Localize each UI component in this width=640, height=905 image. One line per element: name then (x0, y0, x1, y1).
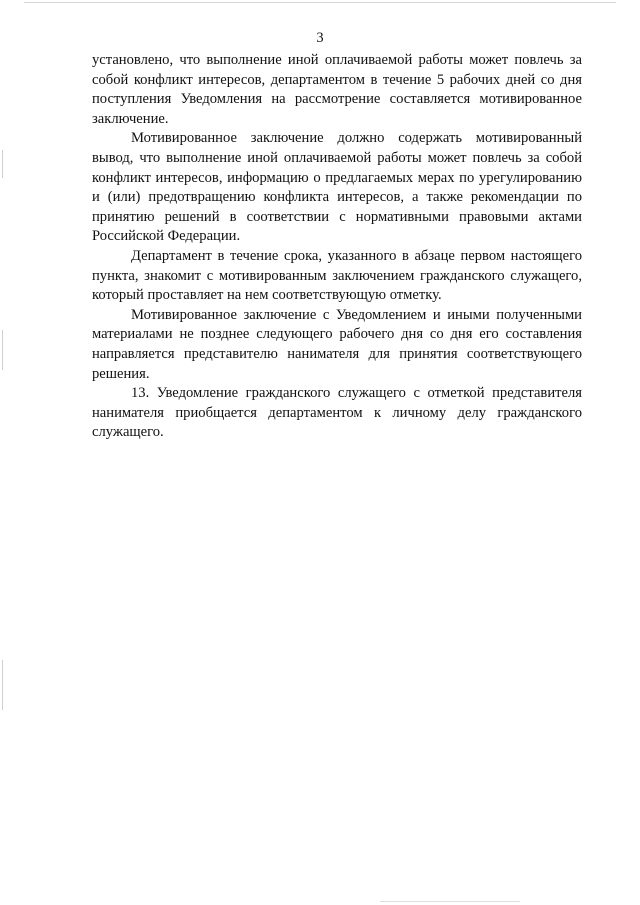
scan-edge-top (24, 2, 616, 3)
page-number: 3 (316, 30, 324, 46)
paragraph-familiarization: Департамент в течение срока, указанного в абзаце первом настоящего пункта, знакомит с мотивированным заключением гражданского служащего, который проставляет на нем соответствующую отметку. (92, 247, 582, 304)
margin-mark (2, 330, 3, 370)
document-body (92, 51, 582, 443)
paragraph-submission: Мотивированное заключение с Уведомлением и иными полученными материалами не позднее следующего рабочего дня со дня его составления направляется представителю нанимателя для принятия соответствующего решения. (92, 306, 582, 382)
paragraph-item-13: 13. Уведомление гражданского служащего с отметкой представителя нанимателя приобщается департаментом к личному делу гражданского служащего. (92, 385, 582, 441)
margin-mark (2, 660, 3, 710)
paragraph-reasoned-conclusion: Мотивированное заключение должно содержать мотивированный вывод, что выполнение иной оплачиваемой работы может повлечь за собой конфликт интересов, информацию о предлагаемых мерах по урегулированию и (или) предотвращению конфликта интересов, а также рекомендации по принятию решений в соответствии с нормативными правовыми актами Российской Федерации. (92, 130, 582, 245)
paragraph-continuation: установлено, что выполнение иной оплачиваемой работы может повлечь за собой конфликт интересов, департаментом в течение 5 рабочих дней со дня поступления Уведомления на рассмотрение составляется мотивированное заключение. (92, 52, 582, 127)
margin-mark (2, 150, 3, 178)
scan-edge-bottom (380, 901, 520, 902)
